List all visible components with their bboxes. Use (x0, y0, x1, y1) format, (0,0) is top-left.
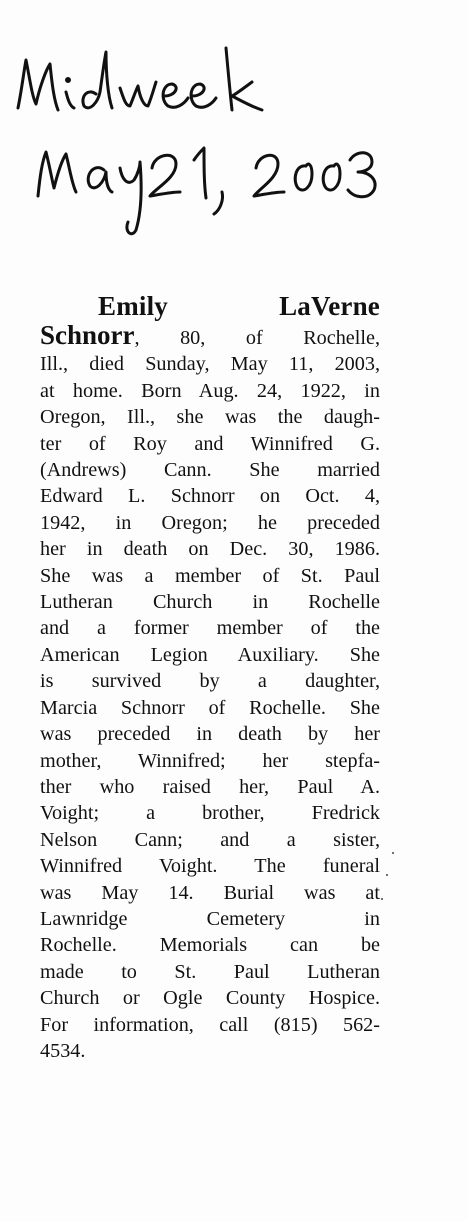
obituary-line: Winnifred Voight. The funeral (40, 855, 380, 878)
obituary-line: her in death on Dec. 30, 1986. (40, 538, 380, 561)
obituary-line: 4534. (40, 1039, 86, 1062)
obituary-line: 1942, in Oregon; he preceded (40, 511, 380, 534)
obituary-line: Edward L. Schnorr on Oct. 4, (40, 485, 380, 508)
obituary-line: Ill., died Sunday, May 11, 2003, (40, 353, 380, 376)
handwriting-drawing (0, 0, 468, 240)
obituary-line: Church or Ogle County Hospice. (40, 987, 380, 1010)
obituary-line: She was a member of St. Paul (40, 564, 380, 587)
obituary-line: ther who raised her, Paul A. (40, 775, 380, 798)
obituary-line: Oregon, Ill., she was the daugh- (40, 406, 380, 429)
obituary-line: American Legion Auxiliary. She (40, 643, 380, 666)
obituary-line: was preceded in death by her (40, 723, 380, 746)
obituary-line: Voight; a brother, Fredrick (40, 802, 380, 825)
scan-speck (381, 898, 383, 900)
handwritten-annotation (0, 0, 468, 240)
handwritten-date (38, 148, 375, 234)
obituary-line: mother, Winnifred; her stepfa- (40, 749, 380, 772)
obituary-line: ter of Roy and Winnifred G. (40, 432, 380, 455)
obituary-first-name: Emily (98, 291, 169, 321)
obituary-body (40, 322, 380, 1064)
obituary-line: Schnorr, 80, of Rochelle, (40, 320, 380, 350)
obituary-line: is survived by a daughter, (40, 670, 380, 693)
obituary-line: For information, call (815) 562- (40, 1013, 380, 1036)
scan-speck (392, 852, 394, 854)
obituary-line: Marcia Schnorr of Rochelle. She (40, 696, 380, 719)
obituary-line: Lutheran Church in Rochelle (40, 591, 380, 614)
obituary-line: and a former member of the (40, 617, 380, 640)
obituary-last-name: Schnorr (40, 320, 135, 350)
handwritten-publication (18, 48, 262, 110)
obituary-line: Rochelle. Memorials can be (40, 934, 380, 957)
obituary-middle-name: LaVerne (279, 291, 380, 321)
scan-speck (386, 874, 388, 876)
obituary-line: Lawnridge Cemetery in (40, 907, 380, 930)
obituary-name-line (40, 290, 380, 322)
obituary-line: at home. Born Aug. 24, 1922, in (40, 379, 380, 402)
obituary-clipping (40, 290, 380, 1064)
obituary-line: was May 14. Burial was at (40, 881, 380, 904)
obituary-line: Nelson Cann; and a sister, (40, 828, 380, 851)
obituary-line: made to St. Paul Lutheran (40, 960, 380, 983)
obituary-line: (Andrews) Cann. She married (40, 459, 380, 482)
